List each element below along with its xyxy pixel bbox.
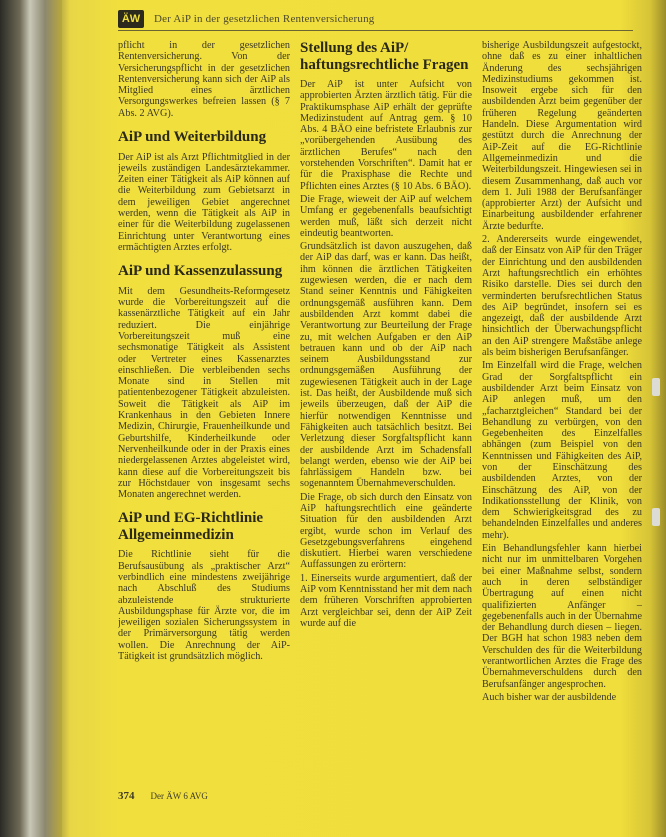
paper-clip-mark bbox=[652, 378, 660, 396]
page-footer bbox=[118, 790, 208, 802]
paragraph: Ein Behandlungsfehler kann hierbei nicht nur im unmittelbaren Vorgehen bei einer Maßnahme selbst, sondern auch in deren selbständiger Übertragung auf einen nicht qualifizierten Anfänger – gegebenenfalls auch in der Übernahme der Behandlung durch diesen – liegen. Der BGH hat schon 1983 neben dem Verschulden des für die Weiterbildung verantwortlichen Arztes die Frage des Übernahmeverschuldens durch den Berufsanfänger angesprochen. bbox=[482, 543, 642, 690]
journal-logo: ÄW bbox=[118, 10, 144, 28]
header-rule bbox=[118, 30, 633, 31]
column-2 bbox=[300, 40, 472, 780]
paragraph: Grundsätzlich ist davon auszugehen, daß der AiP das darf, was er kann. Das heißt, ihm können die ärztlichen Tätigkeiten zugewiesen werden, die er nach dem Stand seiner Kenntnis und Fähigkeiten ordnungsgemäß ausführen kann. Dem ausbildenden Arzt kommt dabei die Verantwortung zur Beurteilung der Frage zu, mit welchen Aufgaben er den AiP betrauen kann und ob der AiP nach seinem Ausbildungsstand zur ordnungsgemäßen Ausführung der zugewiesenen Tätigkeit auch in der Lage ist. Das heißt, der Ausbildende muß sich jeweils überzeugen, daß der AiP die hierfür notwendigen Kenntnisse und Fähigkeiten auch tatsächlich besitzt. Bei Verletzung dieser Sorgfaltspflicht kann der ausbildende Arzt im Schadensfall belangt werden, ebenso wie der AiP bei fahrlässigem Handeln bzw. bei sogenanntem Übernahmeverschulden. bbox=[300, 241, 472, 490]
paragraph: pflicht in der gesetzlichen Rentenversicherung. Von der Versicherungspflicht in der gesetzlichen Rentenversicherung kann sich der AiP als Mitglied eines ärztlichen Versorgungswerkes befreien lassen (§ 7 Abs. 2 AVG). bbox=[118, 40, 290, 119]
column-3 bbox=[482, 40, 642, 780]
running-header bbox=[118, 8, 638, 30]
section-heading: AiP und Kassenzulassung bbox=[118, 263, 283, 280]
page-number: 374 bbox=[118, 790, 135, 802]
journal-footer: Der ÄW 6 AVG bbox=[150, 791, 208, 801]
paragraph: Auch bisher war der ausbildende bbox=[482, 691, 617, 703]
paragraph: Im Einzelfall wird die Frage, welchen Grad der Sorgfaltspflicht ein ausbildender Arzt beim Einsatz von AiP anlegen muß, um den „facharztgleichen“ Standard bei der Behandlung zu verbürgen, von den Gegebenheiten des Einzelfalles abhängen (zum Beispiel von den Kenntnissen und Fähigkeiten des AiP, von der Einschätzung des ausbildenden Arztes, von der Einschätzung des AiP, von der Indikationsstellung der Klinik, von dem Schwierigkeitsgrad des zu behandelnden Einzelfalles und anderes mehr). bbox=[482, 360, 642, 541]
paragraph: Die Frage, ob sich durch den Einsatz von AiP haftungsrechtlich eine geänderte Situation für den ausbildenden Arzt ergibt, wurde schon im Verlauf des Gesetzgebungsverfahrens eingehend diskutiert. Hierbei waren verschiedene Auffassungen zu erörtern: bbox=[300, 491, 472, 571]
paragraph: Die Frage, wieweit der AiP auf welchem Umfang er gegebenenfalls beaufsichtigt werden muß, läßt sich derzeit nicht eindeutig beantworten. bbox=[300, 193, 472, 239]
paragraph: 2. Andererseits wurde eingewendet, daß der Einsatz von AiP für den Träger der Einrichtung und den ausbildenden Arzt haftungsrechtlich ein erhöhtes Risiko darstelle. Dies sei durch den verminderten berufsrechtlichen Status des AiP begründet, insofern sei es angezeigt, daß der ausbildende Arzt hinsichtlich der Überwachungspflicht an den AiP strengere Maßstäbe anlege als beim bisherigen Berufsanfänger. bbox=[482, 234, 642, 359]
paper-clip-mark bbox=[652, 508, 660, 526]
section-heading: AiP und Weiterbildung bbox=[118, 129, 267, 146]
paragraph: 1. Einerseits wurde argumentiert, daß der AiP vom Kenntnisstand her mit dem nach dem früheren Vorschriften approbierten Arzt vergleichbar sei, denn der AiP Zeit wurde auf die bbox=[300, 572, 472, 629]
paragraph: bisherige Ausbildungszeit aufgestockt, ohne daß es zu einer inhaltlichen Änderung des sechsjährigen Medizinstudiums gekommen ist. Insoweit ergebe sich für den ausbildenden Arzt beim gegenüber der früheren Regelung geänderten Handeln. Diese Argumentation wird gestützt durch die Anrechnung der AiP-Zeit auf die EG-Richtlinie Allgemeinmedizin und die Weiterbildungszeit. Hingewiesen sei in diesem Zusammenhang, daß auch vor dem 1. Juli 1988 der Berufsanfänger (approbierter Arzt) der Aufsicht und Einarbeitung ausbildender erfahrener Ärzte bedurfte. bbox=[482, 40, 642, 232]
paragraph: Mit dem Gesundheits-Reformgesetz wurde die Vorbereitungszeit auf die kassenärztliche Tätigkeit auf ein Jahr reduziert. Die einjährige Vorbereitungszeit muß eine sechsmonatige Tätigkeit als Assistent oder Vertreter eines Kassenarztes einschließen. Die verbleibenden sechs Monate sind in Stellen mit patientenbezogener Tätigkeit abzuleisten. Soweit die Tätigkeit als AiP im Krankenhaus in den Gebieten Innere Medizin, Chirurgie, Frauenheilkunde und Geburtshilfe, Kinderheilkunde oder Nervenheilkunde oder in der Praxis eines niedergelassenen Arztes abgeleistet wird, kann diese auf die Vorbereitungszeit bis zur Höchstdauer von insgesamt sechs Monaten angerechnet werden. bbox=[118, 285, 290, 501]
column-1 bbox=[118, 40, 290, 780]
paragraph: Der AiP ist als Arzt Pflichtmitglied in der jeweils zuständigen Landesärztekammer. Zeiten einer Tätigkeit als AiP können auf die Weiterbildung zum Gebietsarzt in dem jeweiligen Gebiet angerechnet werden, wenn die Tätigkeit als AiP in einer für die Weiterbildung zugelassenen Einrichtung unter Verantwortung eines ermächtigten Arztes erfolgt. bbox=[118, 151, 290, 253]
running-header-title: Der AiP in der gesetzlichen Rentenversicherung bbox=[154, 13, 375, 25]
paragraph: Der AiP ist unter Aufsicht von approbierten Ärzten ärztlich tätig. Für die Praktikumsphase AiP erhält der geprüfte Medizinstudent auf Antrag gem. § 10 Abs. 4 BÄO eine befristete Erlaubnis zur „vorübergehenden Ausübung des ärztlichen Berufes“ nach den vorstehenden Vorschriften“. Damit hat er für die Praxisphase die Rechte und Pflichten eines Arztes (§ 10 Abs. 6 BÄO). bbox=[300, 79, 472, 192]
book-spine bbox=[0, 0, 62, 837]
paragraph: Die Richtlinie sieht für die Berufsausübung als „praktischer Arzt“ verbindlich eine mindestens zweijährige nach Abschluß des Studiums abzuleistende strukturierte Ausbildungsphase für Ärzte vor, die im jeweiligen sozialen Sicherungssystem in der Primärversorgung tätig werden wollen. Die Anrechnung der AiP-Tätigkeit ist grundsätzlich möglich. bbox=[118, 549, 290, 663]
section-heading: AiP und EG-Richtlinie Allgemeinmedizin bbox=[118, 510, 264, 543]
section-heading: Stellung des AiP/ haftungsrechtliche Fragen bbox=[300, 40, 469, 73]
